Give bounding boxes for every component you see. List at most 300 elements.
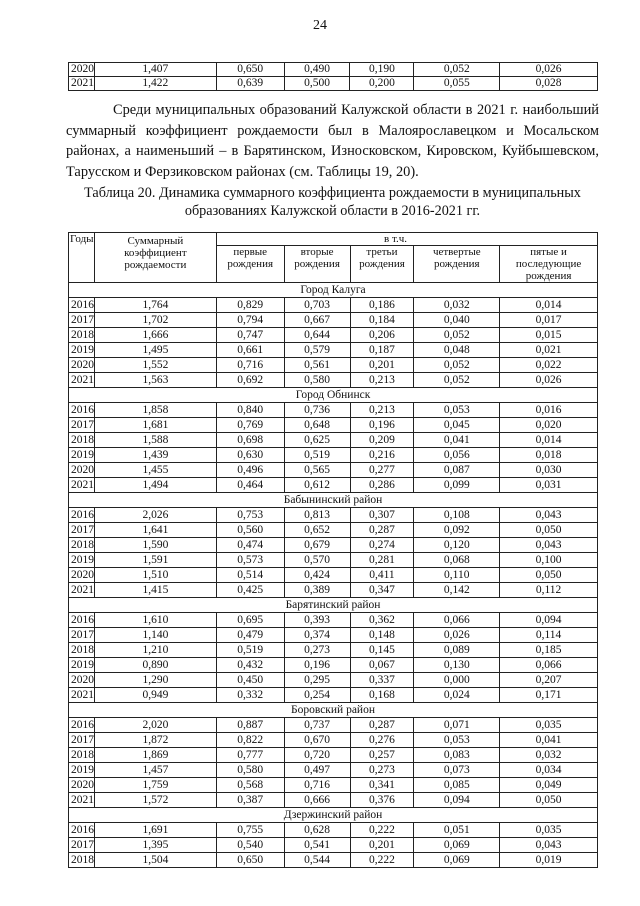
value-cell: 0,560 — [216, 523, 284, 538]
value-cell: 0,544 — [284, 853, 350, 868]
value-cell: 0,019 — [500, 853, 598, 868]
value-cell: 0,100 — [500, 553, 598, 568]
value-cell: 0,698 — [216, 433, 284, 448]
value-cell: 0,207 — [500, 673, 598, 688]
year-cell: 2017 — [69, 628, 95, 643]
value-cell: 0,737 — [284, 718, 350, 733]
value-cell: 0,089 — [414, 643, 500, 658]
value-cell: 0,777 — [216, 748, 284, 763]
table-row — [69, 313, 598, 328]
value-cell: 0,213 — [350, 403, 414, 418]
value-cell: 0,120 — [414, 538, 500, 553]
value-cell: 0,374 — [284, 628, 350, 643]
value-cell: 0,050 — [500, 568, 598, 583]
table-row — [69, 763, 598, 778]
year-cell: 2016 — [69, 823, 95, 838]
page-number: 24 — [313, 18, 327, 33]
value-cell: 0,337 — [350, 673, 414, 688]
year-cell: 2018 — [69, 433, 95, 448]
table-row — [69, 478, 598, 493]
table-row — [69, 358, 598, 373]
header-fourth: четвертые рождения — [414, 246, 500, 283]
value-cell: 0,110 — [414, 568, 500, 583]
year-cell: 2019 — [69, 553, 95, 568]
value-cell: 0,026 — [414, 628, 500, 643]
year-cell: 2020 — [69, 568, 95, 583]
value-cell: 0,540 — [216, 838, 284, 853]
value-cell: 0,519 — [216, 643, 284, 658]
year-cell: 2016 — [69, 508, 95, 523]
value-cell: 0,432 — [216, 658, 284, 673]
table-row — [69, 448, 598, 463]
value-cell: 0,052 — [414, 63, 500, 77]
value-cell: 0,281 — [350, 553, 414, 568]
value-cell: 1,439 — [95, 448, 217, 463]
value-cell: 0,273 — [350, 763, 414, 778]
table-row — [69, 373, 598, 388]
table-row — [69, 718, 598, 733]
value-cell: 0,612 — [284, 478, 350, 493]
value-cell: 0,753 — [216, 508, 284, 523]
value-cell: 0,069 — [414, 838, 500, 853]
year-cell: 2020 — [69, 673, 95, 688]
section-row — [69, 703, 598, 718]
value-cell: 0,051 — [414, 823, 500, 838]
value-cell: 0,032 — [500, 748, 598, 763]
year-cell: 2021 — [69, 478, 95, 493]
value-cell: 0,041 — [414, 433, 500, 448]
value-cell: 2,026 — [95, 508, 217, 523]
value-cell: 0,822 — [216, 733, 284, 748]
year-cell: 2019 — [69, 448, 95, 463]
value-cell: 0,514 — [216, 568, 284, 583]
fertility-table — [68, 232, 598, 868]
year-cell: 2021 — [69, 688, 95, 703]
value-cell: 0,035 — [500, 718, 598, 733]
value-cell: 0,209 — [350, 433, 414, 448]
value-cell: 0,184 — [350, 313, 414, 328]
table-row — [69, 673, 598, 688]
value-cell: 0,648 — [284, 418, 350, 433]
value-cell: 0,073 — [414, 763, 500, 778]
value-cell: 0,087 — [414, 463, 500, 478]
table-row — [69, 418, 598, 433]
value-cell: 0,052 — [414, 328, 500, 343]
year-cell: 2021 — [69, 583, 95, 598]
year-cell: 2018 — [69, 748, 95, 763]
value-cell: 0,389 — [284, 583, 350, 598]
value-cell: 0,067 — [350, 658, 414, 673]
value-cell: 0,411 — [350, 568, 414, 583]
year-cell: 2020 — [69, 778, 95, 793]
value-cell: 0,425 — [216, 583, 284, 598]
value-cell: 0,794 — [216, 313, 284, 328]
table-row — [69, 433, 598, 448]
value-cell: 0,052 — [414, 373, 500, 388]
value-cell: 0,040 — [414, 313, 500, 328]
value-cell: 1,407 — [95, 63, 217, 77]
value-cell: 0,887 — [216, 718, 284, 733]
value-cell: 0,490 — [284, 63, 350, 77]
section-title: Город Калуга — [69, 283, 598, 298]
value-cell: 0,393 — [284, 613, 350, 628]
value-cell: 0,171 — [500, 688, 598, 703]
table-row — [69, 553, 598, 568]
value-cell: 1,591 — [95, 553, 217, 568]
section-title: Барятинский район — [69, 598, 598, 613]
value-cell: 0,055 — [414, 77, 500, 91]
value-cell: 0,692 — [216, 373, 284, 388]
value-cell: 1,764 — [95, 298, 217, 313]
value-cell: 0,639 — [216, 77, 284, 91]
value-cell: 1,494 — [95, 478, 217, 493]
value-cell: 0,479 — [216, 628, 284, 643]
value-cell: 0,201 — [350, 838, 414, 853]
value-cell: 0,286 — [350, 478, 414, 493]
value-cell: 0,052 — [414, 358, 500, 373]
section-row — [69, 598, 598, 613]
value-cell: 0,541 — [284, 838, 350, 853]
value-cell: 1,666 — [95, 328, 217, 343]
value-cell: 1,681 — [95, 418, 217, 433]
value-cell: 0,034 — [500, 763, 598, 778]
value-cell: 0,341 — [350, 778, 414, 793]
value-cell: 0,185 — [500, 643, 598, 658]
value-cell: 0,650 — [216, 853, 284, 868]
value-cell: 1,457 — [95, 763, 217, 778]
value-cell: 1,422 — [95, 77, 217, 91]
value-cell: 0,307 — [350, 508, 414, 523]
value-cell: 0,043 — [500, 538, 598, 553]
header-total: Суммарный коэффициент рождаемости — [95, 233, 217, 283]
value-cell: 1,510 — [95, 568, 217, 583]
value-cell: 0,032 — [414, 298, 500, 313]
value-cell: 0,053 — [414, 403, 500, 418]
value-cell: 0,519 — [284, 448, 350, 463]
value-cell: 0,670 — [284, 733, 350, 748]
value-cell: 0,145 — [350, 643, 414, 658]
section-title: Дзержинский район — [69, 808, 598, 823]
value-cell: 0,769 — [216, 418, 284, 433]
value-cell: 0,190 — [350, 63, 414, 77]
value-cell: 0,142 — [414, 583, 500, 598]
section-title: Город Обнинск — [69, 388, 598, 403]
header-years: Годы — [69, 233, 95, 283]
value-cell: 1,641 — [95, 523, 217, 538]
year-cell: 2021 — [69, 373, 95, 388]
value-cell: 0,650 — [216, 63, 284, 77]
value-cell: 0,068 — [414, 553, 500, 568]
value-cell: 1,504 — [95, 853, 217, 868]
value-cell: 0,050 — [500, 793, 598, 808]
value-cell: 0,017 — [500, 313, 598, 328]
value-cell: 0,667 — [284, 313, 350, 328]
continued-table — [68, 62, 598, 91]
value-cell: 1,495 — [95, 343, 217, 358]
table-row — [69, 568, 598, 583]
value-cell: 0,628 — [284, 823, 350, 838]
value-cell: 0,016 — [500, 403, 598, 418]
value-cell: 0,043 — [500, 838, 598, 853]
value-cell: 0,474 — [216, 538, 284, 553]
value-cell: 0,661 — [216, 343, 284, 358]
year-cell: 2018 — [69, 643, 95, 658]
table-row — [69, 733, 598, 748]
value-cell: 0,840 — [216, 403, 284, 418]
value-cell: 0,497 — [284, 763, 350, 778]
body-paragraph: Среди муниципальных образований Калужской области в 2021 г. наибольший суммарный коэффициент рождаемости был в Малоярославецком и Мосальском районах, а наименьший – в Барятинском, Износковском, Кировском, Куйбышевском, Тарусском и Ферзиковском районах (см. Таблицы 19, 20). — [66, 102, 599, 180]
year-cell: 2021 — [69, 793, 95, 808]
value-cell: 0,168 — [350, 688, 414, 703]
value-cell: 0,031 — [500, 478, 598, 493]
value-cell: 0,424 — [284, 568, 350, 583]
value-cell: 0,716 — [216, 358, 284, 373]
value-cell: 0,024 — [414, 688, 500, 703]
year-cell: 2020 — [69, 463, 95, 478]
section-title: Бабынинский район — [69, 493, 598, 508]
value-cell: 0,026 — [500, 373, 598, 388]
table-row — [69, 793, 598, 808]
value-cell: 0,257 — [350, 748, 414, 763]
value-cell: 0,890 — [95, 658, 217, 673]
value-cell: 0,018 — [500, 448, 598, 463]
value-cell: 0,276 — [350, 733, 414, 748]
value-cell: 0,570 — [284, 553, 350, 568]
value-cell: 1,588 — [95, 433, 217, 448]
year-cell: 2016 — [69, 718, 95, 733]
value-cell: 0,565 — [284, 463, 350, 478]
value-cell: 1,395 — [95, 838, 217, 853]
value-cell: 0,652 — [284, 523, 350, 538]
value-cell: 0,213 — [350, 373, 414, 388]
value-cell: 0,625 — [284, 433, 350, 448]
table-row — [69, 748, 598, 763]
table-row — [69, 838, 598, 853]
section-row — [69, 808, 598, 823]
value-cell: 0,112 — [500, 583, 598, 598]
value-cell: 0,362 — [350, 613, 414, 628]
value-cell: 0,014 — [500, 433, 598, 448]
table-row — [69, 778, 598, 793]
table-row — [69, 613, 598, 628]
value-cell: 1,610 — [95, 613, 217, 628]
year-cell: 2017 — [69, 523, 95, 538]
table-caption: Таблица 20. Динамика суммарного коэффициента рождаемости в муниципальных образованиях Калужской области в 2016-2021 гг. — [84, 185, 581, 219]
value-cell: 0,222 — [350, 823, 414, 838]
value-cell: 0,500 — [284, 77, 350, 91]
value-cell: 0,736 — [284, 403, 350, 418]
value-cell: 0,222 — [350, 853, 414, 868]
value-cell: 0,021 — [500, 343, 598, 358]
value-cell: 0,347 — [350, 583, 414, 598]
value-cell: 0,030 — [500, 463, 598, 478]
value-cell: 0,216 — [350, 448, 414, 463]
year-cell: 2017 — [69, 838, 95, 853]
value-cell: 0,496 — [216, 463, 284, 478]
value-cell: 1,210 — [95, 643, 217, 658]
value-cell: 0,630 — [216, 448, 284, 463]
year-cell: 2021 — [69, 77, 95, 91]
value-cell: 0,695 — [216, 613, 284, 628]
value-cell: 0,186 — [350, 298, 414, 313]
year-cell: 2016 — [69, 403, 95, 418]
value-cell: 0,069 — [414, 853, 500, 868]
value-cell: 1,552 — [95, 358, 217, 373]
year-cell: 2018 — [69, 538, 95, 553]
table-row — [69, 328, 598, 343]
value-cell: 0,287 — [350, 718, 414, 733]
value-cell: 1,691 — [95, 823, 217, 838]
value-cell: 0,056 — [414, 448, 500, 463]
value-cell: 0,053 — [414, 733, 500, 748]
value-cell: 0,274 — [350, 538, 414, 553]
value-cell: 1,869 — [95, 748, 217, 763]
value-cell: 0,015 — [500, 328, 598, 343]
value-cell: 0,580 — [216, 763, 284, 778]
value-cell: 0,028 — [500, 77, 598, 91]
table-row — [69, 523, 598, 538]
value-cell: 0,679 — [284, 538, 350, 553]
header-incl: в т.ч. — [216, 233, 597, 246]
value-cell: 1,590 — [95, 538, 217, 553]
table-row — [69, 343, 598, 358]
value-cell: 1,455 — [95, 463, 217, 478]
value-cell: 0,376 — [350, 793, 414, 808]
value-cell: 0,755 — [216, 823, 284, 838]
value-cell: 0,332 — [216, 688, 284, 703]
table-row — [69, 688, 598, 703]
value-cell: 1,290 — [95, 673, 217, 688]
value-cell: 0,014 — [500, 298, 598, 313]
value-cell: 0,043 — [500, 508, 598, 523]
value-cell: 0,094 — [500, 613, 598, 628]
value-cell: 0,066 — [414, 613, 500, 628]
value-cell: 0,273 — [284, 643, 350, 658]
value-cell: 0,561 — [284, 358, 350, 373]
value-cell: 0,049 — [500, 778, 598, 793]
table-row — [69, 298, 598, 313]
table-row — [69, 658, 598, 673]
value-cell: 0,287 — [350, 523, 414, 538]
header-third: третьи рождения — [350, 246, 414, 283]
year-cell: 2019 — [69, 343, 95, 358]
value-cell: 0,114 — [500, 628, 598, 643]
header-second: вторые рождения — [284, 246, 350, 283]
table-row — [69, 403, 598, 418]
table-row — [69, 628, 598, 643]
value-cell: 0,200 — [350, 77, 414, 91]
table-row — [69, 508, 598, 523]
value-cell: 0,196 — [350, 418, 414, 433]
value-cell: 0,048 — [414, 343, 500, 358]
table-row — [69, 63, 598, 77]
value-cell: 0,130 — [414, 658, 500, 673]
header-fifth: пятые и последующие рождения — [500, 246, 598, 283]
year-cell: 2017 — [69, 733, 95, 748]
table-row — [69, 77, 598, 91]
value-cell: 0,187 — [350, 343, 414, 358]
value-cell: 0,747 — [216, 328, 284, 343]
year-cell: 2018 — [69, 853, 95, 868]
value-cell: 0,041 — [500, 733, 598, 748]
value-cell: 0,094 — [414, 793, 500, 808]
value-cell: 0,813 — [284, 508, 350, 523]
value-cell: 0,573 — [216, 553, 284, 568]
value-cell: 0,099 — [414, 478, 500, 493]
year-cell: 2019 — [69, 763, 95, 778]
value-cell: 0,201 — [350, 358, 414, 373]
year-cell: 2019 — [69, 658, 95, 673]
year-cell: 2020 — [69, 63, 95, 77]
value-cell: 0,206 — [350, 328, 414, 343]
value-cell: 1,872 — [95, 733, 217, 748]
value-cell: 1,702 — [95, 313, 217, 328]
value-cell: 1,563 — [95, 373, 217, 388]
value-cell: 0,464 — [216, 478, 284, 493]
value-cell: 0,026 — [500, 63, 598, 77]
value-cell: 0,720 — [284, 748, 350, 763]
section-row — [69, 388, 598, 403]
value-cell: 0,022 — [500, 358, 598, 373]
value-cell: 1,572 — [95, 793, 217, 808]
year-cell: 2018 — [69, 328, 95, 343]
year-cell: 2017 — [69, 313, 95, 328]
value-cell: 0,085 — [414, 778, 500, 793]
value-cell: 0,196 — [284, 658, 350, 673]
year-cell: 2017 — [69, 418, 95, 433]
section-row — [69, 283, 598, 298]
value-cell: 0,666 — [284, 793, 350, 808]
year-cell: 2016 — [69, 613, 95, 628]
value-cell: 0,148 — [350, 628, 414, 643]
value-cell: 0,829 — [216, 298, 284, 313]
value-cell: 1,415 — [95, 583, 217, 598]
table-row — [69, 853, 598, 868]
value-cell: 0,083 — [414, 748, 500, 763]
year-cell: 2020 — [69, 358, 95, 373]
table-row — [69, 823, 598, 838]
value-cell: 0,579 — [284, 343, 350, 358]
header-first: первые рождения — [216, 246, 284, 283]
value-cell: 1,140 — [95, 628, 217, 643]
section-title: Боровский район — [69, 703, 598, 718]
value-cell: 0,254 — [284, 688, 350, 703]
value-cell: 0,644 — [284, 328, 350, 343]
table-row — [69, 643, 598, 658]
value-cell: 0,580 — [284, 373, 350, 388]
value-cell: 0,295 — [284, 673, 350, 688]
value-cell: 0,000 — [414, 673, 500, 688]
value-cell: 0,108 — [414, 508, 500, 523]
value-cell: 0,568 — [216, 778, 284, 793]
value-cell: 0,020 — [500, 418, 598, 433]
value-cell: 0,949 — [95, 688, 217, 703]
value-cell: 0,092 — [414, 523, 500, 538]
value-cell: 0,716 — [284, 778, 350, 793]
value-cell: 1,759 — [95, 778, 217, 793]
value-cell: 0,277 — [350, 463, 414, 478]
section-row — [69, 493, 598, 508]
value-cell: 2,020 — [95, 718, 217, 733]
year-cell: 2016 — [69, 298, 95, 313]
value-cell: 1,858 — [95, 403, 217, 418]
table-row — [69, 463, 598, 478]
value-cell: 0,450 — [216, 673, 284, 688]
value-cell: 0,050 — [500, 523, 598, 538]
value-cell: 0,703 — [284, 298, 350, 313]
value-cell: 0,045 — [414, 418, 500, 433]
value-cell: 0,035 — [500, 823, 598, 838]
